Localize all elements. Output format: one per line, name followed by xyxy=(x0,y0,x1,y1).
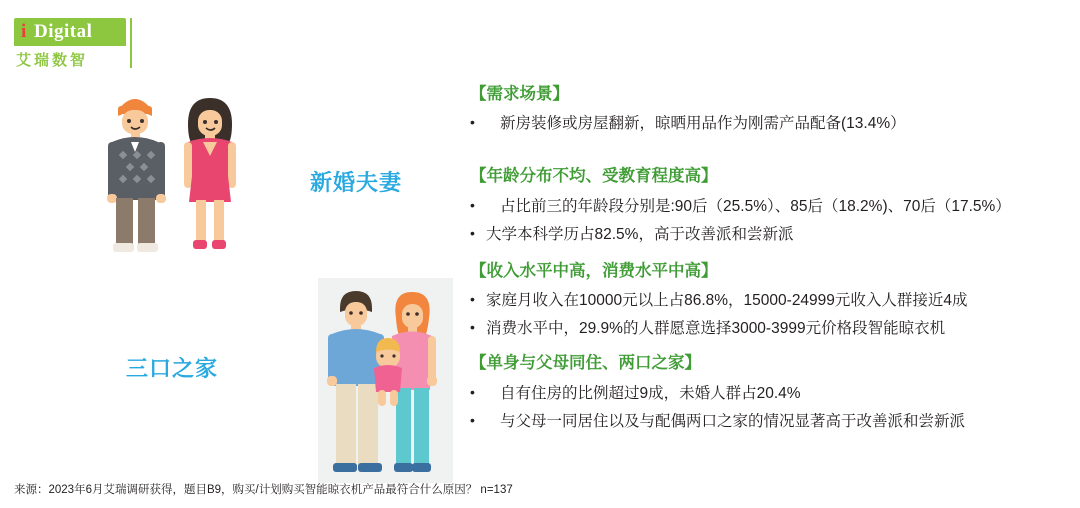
bullet-text: 占比前三的年龄段分别是:90后（25.5%）、85后（18.2%)、70后（17.5%） xyxy=(500,197,1011,215)
bullet-text: 大学本科学历占82.5%，高于改善派和尝新派 xyxy=(486,225,794,243)
bullet-dot: • xyxy=(470,196,475,213)
bullet-item xyxy=(470,223,1070,247)
bullet-text: 新房装修或房屋翻新，晾晒用品作为刚需产品配备(13.4%） xyxy=(500,115,906,133)
source-footnote: 来源：2023年6月艾瑞调研获得，题目B9，购买/计划购买智能晾衣机产品最符合什么原因？ n=137 xyxy=(14,484,513,496)
section-age-education xyxy=(470,166,1070,246)
section-heading: 【年龄分布不均、受教育程度高】 xyxy=(470,167,718,186)
bullet-item xyxy=(470,382,1070,406)
label-family: 三口之家 xyxy=(126,356,219,381)
bullet-dot: • xyxy=(470,319,475,336)
bullet-dot: • xyxy=(470,411,475,428)
logo-bar xyxy=(14,18,126,46)
logo-accent-edge xyxy=(126,18,132,68)
section-heading: 【单身与父母同住、两口之家】 xyxy=(470,354,701,373)
section-income-consumption xyxy=(470,261,1070,341)
bullet-dot: • xyxy=(470,291,475,308)
bullet-text: 家庭月收入在10000元以上占86.8%，15000-24999元收入人群接近4成 xyxy=(486,292,968,310)
bullet-item xyxy=(470,112,1070,136)
bullet-dot: • xyxy=(470,114,475,131)
section-heading: 【需求场景】 xyxy=(470,85,569,103)
bullet-text: 与父母一同居住以及与配偶两口之家的情况显著高于改善派和尝新派 xyxy=(500,412,966,430)
section-demand-scenario xyxy=(470,84,1070,136)
section-living-arrangement xyxy=(470,353,1070,433)
bullet-item xyxy=(470,289,1070,313)
logo-chinese-name: 艾瑞数智 xyxy=(16,52,89,69)
logo-initial: i xyxy=(21,21,27,42)
logo-wordmark: Digital xyxy=(34,21,93,42)
couple-illustration xyxy=(100,80,270,260)
bullet-item xyxy=(470,410,1070,434)
bullet-text: 自有住房的比例超过9成，未婚人群占20.4% xyxy=(500,384,801,402)
bullet-item xyxy=(470,317,1070,341)
insights-panel xyxy=(470,84,1070,438)
section-heading: 【收入水平中高，消费水平中高】 xyxy=(470,261,718,280)
family-illustration xyxy=(318,278,453,483)
bullet-text: 消费水平中，29.9%的人群愿意选择3000-3999元价格段智能晾衣机 xyxy=(486,320,946,338)
bullet-item xyxy=(470,195,1070,219)
label-couple: 新婚夫妻 xyxy=(310,170,403,195)
bullet-dot: • xyxy=(470,383,475,400)
bullet-dot: • xyxy=(470,224,475,241)
brand-logo xyxy=(14,18,132,70)
